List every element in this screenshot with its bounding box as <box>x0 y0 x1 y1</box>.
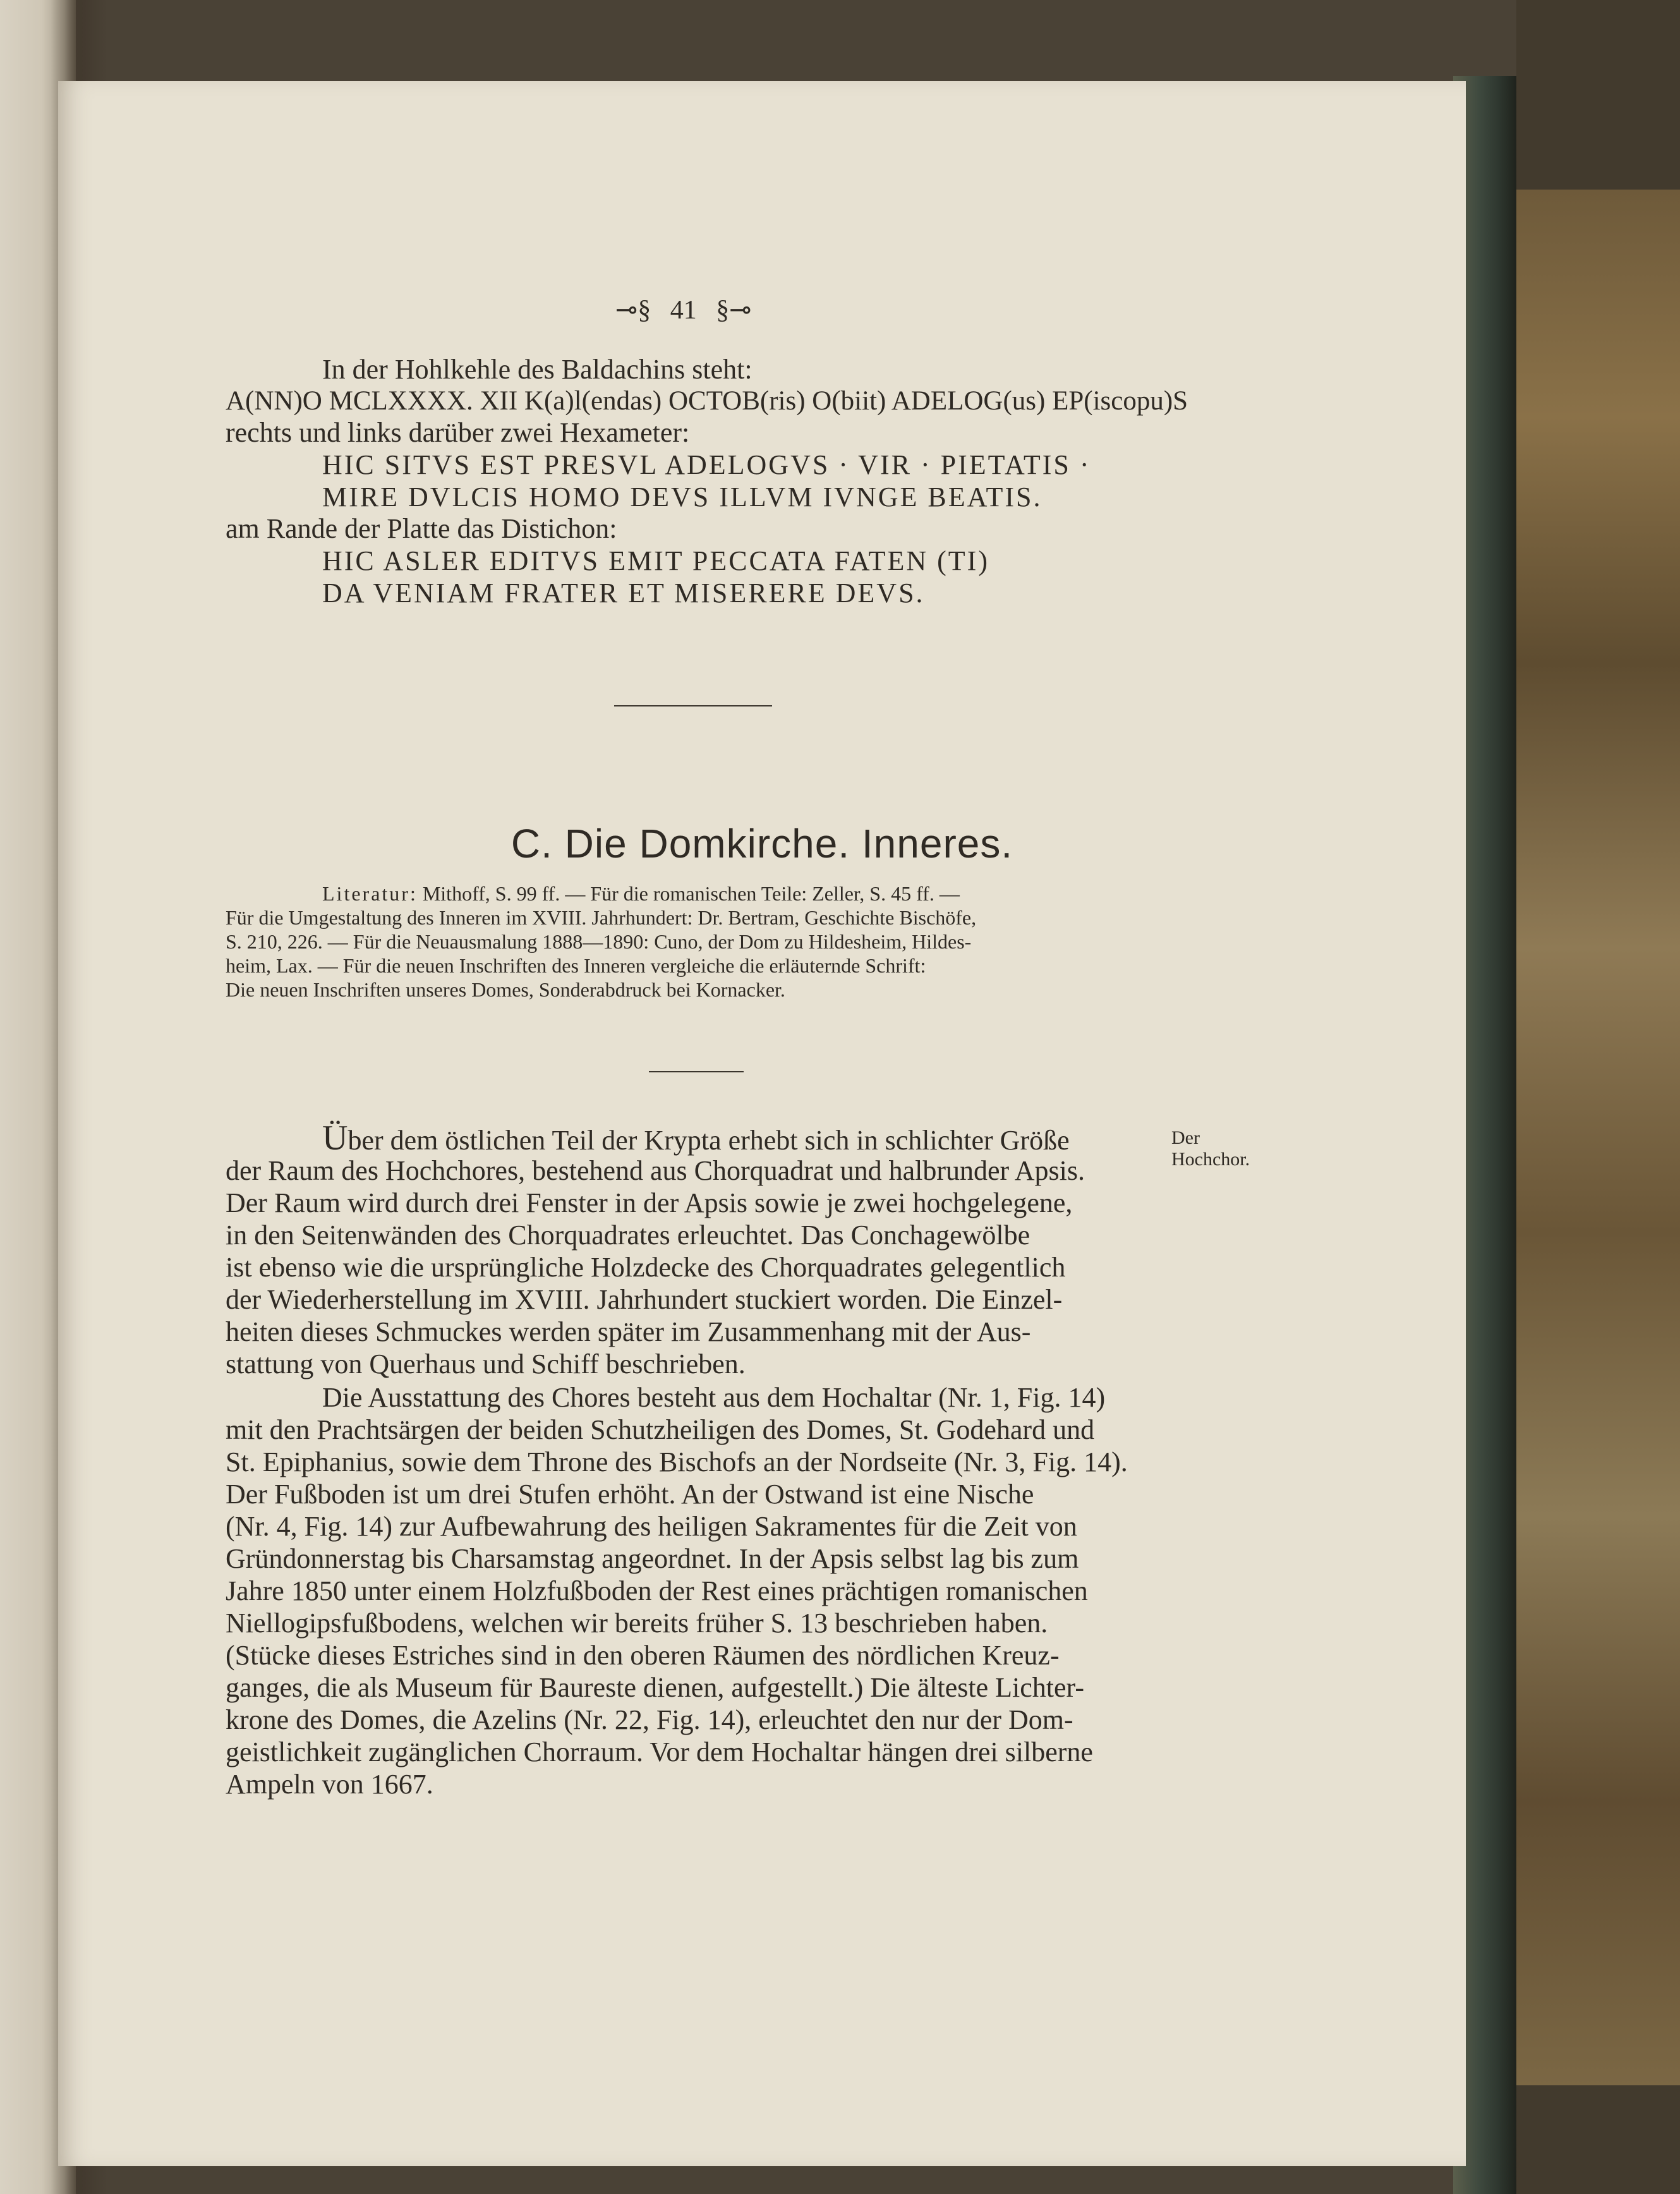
divider-rule <box>614 705 772 706</box>
paragraph-text: ber dem östlichen Teil der Krypta erhebt sich in schlichter Größe <box>347 1125 1070 1156</box>
hexameter-verse: HIC SITVS EST PRESVL ADELOGVS · VIR · PIETATIS · <box>322 449 1091 480</box>
paragraph-line: (Nr. 4, Fig. 14) zur Aufbewahrung des heiligen Sakramentes für die Zeit von <box>226 1511 1077 1542</box>
paragraph-line: Gründonnerstag bis Charsamstag angeordnet. In der Apsis selbst lag bis zum <box>226 1543 1079 1574</box>
paragraph-line: St. Epiphanius, sowie dem Throne des Bischofs an der Nordseite (Nr. 3, Fig. 14). <box>226 1446 1128 1477</box>
paragraph-line: Niellogipsfußbodens, welchen wir bereits früher S. 13 beschrieben haben. <box>226 1608 1048 1639</box>
page-header <box>615 294 751 326</box>
initial-letter: Ü <box>322 1118 348 1158</box>
header-ornament-left: ⊸§ <box>615 296 651 325</box>
literature-line: Die neuen Inschriften unseres Domes, Sonderabdruck bei Kornacker. <box>226 978 785 1001</box>
paragraph-line: mit den Prachtsärgen der beiden Schutzheiligen des Domes, St. Godehard und <box>226 1414 1095 1445</box>
paragraph-line: ist ebenso wie die ursprüngliche Holzdecke des Chorquadrates gelegentlich <box>226 1252 1066 1283</box>
paragraph-line: Der Fußboden ist um drei Stufen erhöht. An der Ostwand ist eine Nische <box>226 1479 1034 1510</box>
paragraph-line: der Raum des Hochchores, bestehend aus Chorquadrat und halbrunder Apsis. <box>226 1155 1085 1186</box>
literature-line: Für die Umgestaltung des Inneren im XVIII. Jahrhundert: Dr. Bertram, Geschichte Bischöfe, <box>226 906 977 929</box>
paragraph-line: geistlichkeit zugänglichen Chorraum. Vor dem Hochaltar hängen drei silberne <box>226 1736 1093 1767</box>
paragraph-line: Der Raum wird durch drei Fenster in der Apsis sowie je zwei hochgelegene, <box>226 1187 1073 1218</box>
paragraph-line: in den Seitenwänden des Chorquadrates erleuchtet. Das Conchagewölbe <box>226 1220 1030 1251</box>
page-number: 41 <box>670 296 697 325</box>
paragraph-line: der Wiederherstellung im XVIII. Jahrhundert stuckiert worden. Die Einzel- <box>226 1284 1063 1315</box>
paragraph-line: heiten dieses Schmuckes werden später im Zusammenhang mit der Aus- <box>226 1316 1031 1347</box>
section-heading: C. Die Domkirche. Inneres. <box>511 821 1013 866</box>
margin-note-line: Hochchor. <box>1171 1149 1250 1170</box>
paragraph-first-line <box>322 1118 1070 1158</box>
literature-line: S. 210, 226. — Für die Neuausmalung 1888—1890: Cuno, der Dom zu Hildesheim, Hildes- <box>226 930 972 953</box>
paragraph-line: (Stücke dieses Estriches sind in den oberen Räumen des nördlichen Kreuz- <box>226 1640 1060 1671</box>
literature-line: heim, Lax. — Für die neuen Inschriften des Inneren vergleiche die erläuternde Schrift: <box>226 954 926 977</box>
document-page <box>58 81 1466 2166</box>
distichon-verse: HIC ASLER EDITVS EMIT PECCATA FATEN (TI) <box>322 545 989 576</box>
paragraph-line: Jahre 1850 unter einem Holzfußboden der Rest eines prächtigen romanischen <box>226 1575 1088 1606</box>
distichon-verse: DA VENIAM FRATER ET MISERERE DEVS. <box>322 578 925 609</box>
paragraph-line: Ampeln von 1667. <box>226 1769 433 1800</box>
paragraph-line: stattung von Querhaus und Schiff beschrieben. <box>226 1349 746 1379</box>
paragraph-line: Die Ausstattung des Chores besteht aus dem Hochaltar (Nr. 1, Fig. 14) <box>322 1382 1106 1413</box>
inscription-text: am Rande der Platte das Distichon: <box>226 513 617 544</box>
margin-note-line: Der <box>1171 1127 1200 1148</box>
paragraph-line: krone des Domes, die Azelins (Nr. 22, Fig. 14), erleuchtet den nur der Dom- <box>226 1704 1073 1735</box>
paragraph-line: ganges, die als Museum für Baureste dienen, aufgestellt.) Die älteste Lichter- <box>226 1672 1084 1703</box>
header-ornament-right: §⊸ <box>716 296 752 325</box>
hexameter-verse: MIRE DVLCIS HOMO DEVS ILLVM IVNGE BEATIS. <box>322 482 1042 512</box>
divider-rule <box>649 1071 744 1072</box>
literature-text: Mithoff, S. 99 ff. — Für die romanischen Teile: Zeller, S. 45 ff. — <box>422 882 960 905</box>
literature-label: Literatur: <box>322 882 418 905</box>
inscription-intro: In der Hohlkehle des Baldachins steht: <box>322 354 752 385</box>
inscription-text: rechts und links darüber zwei Hexameter: <box>226 417 690 448</box>
inscription-line: A(NN)O MCLXXXX. XII K(a)l(endas) OCTOB(ris) O(biit) ADELOG(us) EP(iscopu)S <box>226 386 1188 416</box>
literature-line <box>322 882 960 905</box>
